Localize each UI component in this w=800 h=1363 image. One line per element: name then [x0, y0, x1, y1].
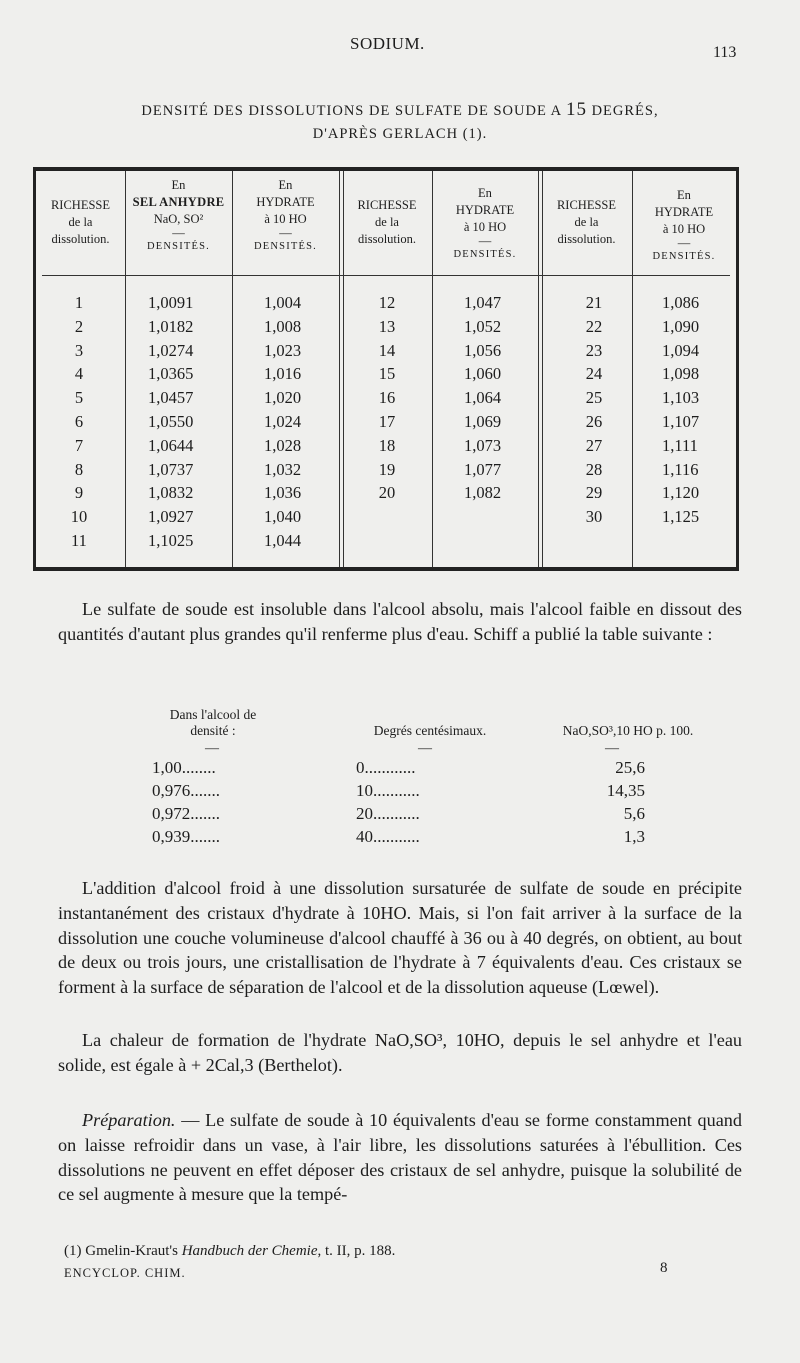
footnote-book-title: Handbuch der Chemie	[181, 1243, 318, 1259]
caption-part: DEGRÉS,	[586, 103, 659, 119]
table-cell: 25	[585, 388, 603, 408]
header-line: dissolution.	[557, 232, 616, 246]
table-cell: 25,6	[615, 758, 645, 777]
table-cell: 16	[378, 388, 396, 408]
table-cell: 27	[585, 435, 603, 455]
table-cell: 1,0550	[148, 411, 194, 431]
header-line: de la	[574, 215, 599, 229]
table-cell: 19	[378, 459, 396, 479]
table-cell: 4	[74, 364, 84, 384]
table-cell: 1,098	[662, 364, 700, 384]
header-line: En	[278, 178, 293, 192]
header-line: Dans l'alcool de	[169, 707, 257, 722]
header-line: En	[171, 178, 186, 192]
header-dash: —	[279, 226, 292, 240]
header-line: DENSITÉS.	[146, 241, 210, 252]
table-cell: 6	[74, 411, 84, 431]
table-cell: 1,0182	[148, 316, 194, 336]
table-cell: 0............	[356, 758, 416, 777]
table-cell: 15	[378, 364, 396, 384]
footnote-text: , t. II, p. 188.	[317, 1243, 396, 1259]
sheet-number: 8	[660, 1260, 668, 1276]
table-cell: 17	[378, 411, 396, 431]
table-cell: 26	[585, 411, 603, 431]
table-cell: 1,00........	[152, 758, 216, 777]
table-cell: 5	[74, 388, 84, 408]
table-cell: 1,023	[264, 340, 302, 360]
table-cell: 1,036	[264, 483, 302, 503]
header-line: HYDRATE	[455, 203, 515, 217]
table-cell: 20...........	[356, 804, 420, 823]
table-cell: 1,0927	[148, 507, 194, 527]
table-cell: 1,0737	[148, 459, 194, 479]
header-hydrate-3	[632, 187, 736, 265]
header-line: densité :	[190, 723, 236, 738]
table-cell: 9	[74, 483, 84, 503]
footnote-text: Gmelin-Kraut's	[81, 1243, 182, 1259]
header-line: HYDRATE	[654, 205, 714, 219]
table-cell: 10	[70, 507, 88, 527]
table-cell: 1,120	[662, 483, 700, 503]
header-line: RICHESSE	[357, 198, 417, 212]
table-cell: 12	[378, 293, 396, 312]
alcohol-header-degrees: Degrés centésimaux.	[373, 723, 487, 738]
table-cell: 18	[378, 435, 396, 455]
table-cell: 1,040	[264, 507, 302, 527]
table-cell: 1,125	[662, 507, 700, 527]
paragraph-text: La chaleur de formation de l'hydrate NaO,SO³, 10HO, depuis le sel anhydre et l'eau solide, est égale à + 2Cal,3 (Berthelot).	[58, 1030, 742, 1075]
table-cell: 7	[74, 435, 84, 455]
column-hydrate-1	[264, 291, 301, 553]
signature-mark: ENCYCLOP. CHIM.	[64, 1266, 186, 1280]
caption-number: 15	[565, 99, 587, 120]
table-cell: 1,044	[264, 530, 302, 550]
alcohol-header-density	[148, 707, 278, 739]
table-cell: 1,073	[464, 435, 502, 455]
header-hydrate-1	[232, 177, 339, 255]
table-cell: 1,047	[464, 293, 502, 312]
header-dash: —	[677, 236, 691, 250]
table-cell: 0,972.......	[152, 804, 220, 823]
table-cell: 1,064	[464, 388, 502, 408]
paragraph-text: Le sulfate de soude est insoluble dans l'alcool absolu, mais l'alcool faible en dissout des quantités d'autant plus grandes qu'il renferme plus d'eau. Schiff a publié la table suivante :	[58, 599, 742, 644]
header-line: dissolution.	[358, 232, 416, 246]
alcohol-density-column	[152, 756, 220, 848]
table-cell: 10...........	[356, 781, 420, 800]
table-cell: 1,094	[662, 340, 700, 360]
table-cell: 5,6	[623, 804, 645, 823]
table-cell: 1,0274	[148, 340, 194, 360]
page-title: SODIUM.	[350, 34, 425, 53]
table-cell: 1,0365	[148, 364, 194, 384]
column-richesse-3	[541, 291, 647, 529]
column-hydrate-3	[662, 291, 699, 529]
column-richesse-2	[342, 291, 432, 505]
density-table	[33, 167, 739, 571]
table-cell: 22	[585, 316, 603, 336]
table-cell: 1,0832	[148, 483, 194, 503]
header-line: SEL ANHYDRE	[132, 195, 225, 209]
header-line: DENSITÉS.	[453, 249, 517, 260]
header-line: à 10 HO	[463, 220, 507, 234]
table-cell: 1,024	[264, 411, 302, 431]
alcohol-percent-column	[575, 756, 645, 848]
header-line: En	[677, 188, 691, 202]
table-cell: 30	[585, 507, 603, 527]
table-cell: 0,939.......	[152, 827, 220, 846]
table-cell: 1,086	[662, 293, 700, 312]
table-cell: 1,3	[623, 827, 645, 846]
table-cell: 1,0091	[148, 293, 194, 312]
table-cell: 1,016	[264, 364, 302, 384]
table-cell: 40...........	[356, 827, 420, 846]
table-cell: 1,008	[264, 316, 302, 336]
table-cell: 1,116	[662, 459, 699, 479]
header-richesse-1	[36, 197, 125, 248]
footnote-mark: (1)	[64, 1243, 82, 1259]
paragraph	[58, 876, 742, 1000]
table-cell: 29	[585, 483, 603, 503]
table-cell: 24	[585, 364, 603, 384]
alcohol-dash: —	[205, 741, 219, 756]
header-hydrate-2	[432, 185, 538, 263]
header-dash: —	[172, 226, 185, 240]
header-line: DENSITÉS.	[253, 241, 317, 252]
header-richesse-3	[541, 197, 632, 248]
page-number: 113	[713, 44, 737, 61]
table-cell: 1,111	[662, 435, 698, 455]
header-line: En	[478, 186, 492, 200]
header-line: de la	[68, 215, 93, 229]
table-cell: 1,020	[264, 388, 302, 408]
header-line: de la	[375, 215, 399, 229]
table-cell: 3	[74, 340, 84, 360]
table-cell: 0,976.......	[152, 781, 220, 800]
table-cell: 13	[378, 316, 396, 336]
table-cell: 1,107	[662, 411, 700, 431]
paragraph-text: L'addition d'alcool froid à une dissolution sursaturée de sulfate de soude en précipite instantanément des cristaux d'hydrate à 10HO. Mais, si l'on fait arriver à la surface de la dissolution une couche volumineuse d'alcool chauffé à 36 ou à 40 degrés, on obtient, au bout de deux ou trois jours, une cristallisation de l'hydrate à 7 équivalents d'eau. Ces cristaux se forment à la surface de séparation de l'alcool et de la dissolution aqueuse (Lœwel).	[58, 878, 742, 998]
table-cell: 1,0457	[148, 388, 194, 408]
header-line: HYDRATE	[256, 195, 315, 209]
header-line: RICHESSE	[556, 198, 617, 212]
alcohol-header-percent: NaO,SO³,10 HO p. 100.	[562, 723, 694, 738]
table-cell: 20	[378, 483, 396, 503]
table-cell: 23	[585, 340, 603, 360]
header-line: dissolution.	[51, 232, 110, 246]
caption-line2: D'APRÈS GERLACH (1).	[312, 126, 488, 142]
table-cell: 14,35	[606, 781, 645, 800]
table-cell: 1,069	[464, 411, 502, 431]
column-sel-anhydre	[148, 291, 193, 553]
header-line: à 10 HO	[662, 222, 706, 236]
header-line: NaO, SO²	[153, 212, 204, 226]
table-cell: 1,032	[264, 459, 302, 479]
table-cell: 1,028	[264, 435, 302, 455]
paragraph-text: — Le sulfate de soude à 10 équivalents d'eau se forme constamment quand on laisse refroidir dans un vase, à l'air libre, les dissolutions saturées à l'ébullition. Ces dissolutions ne peuvent en effet déposer des cristaux de sel anhydre, puisque la solubilité de ce sel augmente à mesure que la tempé-	[58, 1110, 742, 1205]
header-line: DENSITÉS.	[652, 251, 716, 262]
alcohol-dash: —	[605, 741, 619, 756]
table-caption	[60, 98, 740, 146]
table-cell: 11	[71, 530, 87, 550]
table-cell: 1,103	[662, 388, 700, 408]
header-line: à 10 HO	[264, 212, 307, 226]
caption-part: DENSITÉ DES DISSOLUTIONS DE SULFATE DE SOUDE A	[141, 103, 566, 119]
table-cell: 1,056	[464, 340, 502, 360]
column-hydrate-2	[464, 291, 501, 505]
table-cell: 1,004	[264, 293, 302, 312]
section-title: Préparation.	[82, 1110, 176, 1130]
header-richesse-2	[342, 197, 432, 248]
table-cell: 2	[74, 316, 84, 336]
table-cell: 1,077	[464, 459, 502, 479]
paragraph	[58, 1108, 742, 1207]
table-cell: 1,090	[662, 316, 700, 336]
column-richesse-1	[36, 291, 122, 553]
paragraph	[58, 597, 742, 647]
table-cell: 1,052	[464, 316, 502, 336]
table-cell: 8	[74, 459, 84, 479]
table-cell: 14	[378, 340, 396, 360]
alcohol-degree-column	[356, 756, 420, 848]
table-cell: 1,0644	[148, 435, 194, 455]
paragraph	[58, 1028, 742, 1078]
alcohol-dash: —	[418, 741, 432, 756]
header-dash: —	[478, 234, 492, 248]
footnote	[64, 1243, 395, 1260]
header-sel-anhydre	[125, 177, 232, 255]
header-rule	[42, 275, 730, 276]
table-cell: 28	[585, 459, 603, 479]
header-line: RICHESSE	[50, 198, 111, 212]
table-cell: 1,1025	[148, 530, 194, 550]
table-cell: 1	[74, 293, 84, 312]
table-cell: 21	[585, 293, 603, 312]
table-cell: 1,060	[464, 364, 502, 384]
table-cell: 1,082	[464, 483, 502, 503]
